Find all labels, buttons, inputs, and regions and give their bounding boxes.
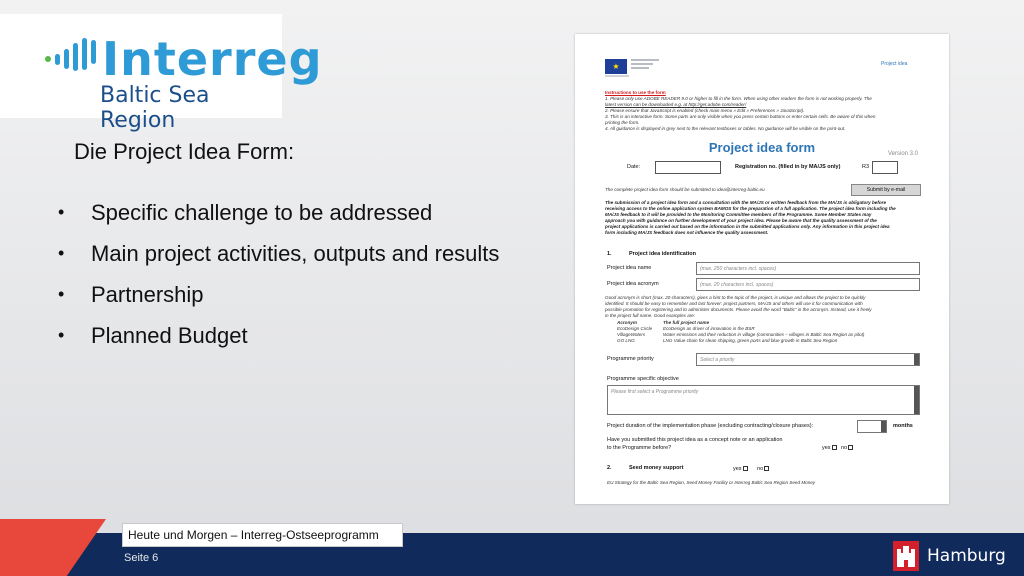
bullet-item <box>58 322 499 349</box>
example-name: Water emissions and their reduction in village (communities – villages in Baltic Sea Region as pilot) <box>663 332 865 337</box>
no-label: no <box>757 466 764 472</box>
form-title: Project idea form <box>708 140 816 155</box>
intro-line: approach you with guidance on further development of your project idea. Please be aware that the quality assessment of the <box>605 218 877 223</box>
instruction-line: 2. Please ensure that JavaScript is enabled (check main menu » Edit » Preferences » JavaScript). <box>605 108 805 113</box>
intro-line: receiving access to the online application system BAMOS for the preparation of a full application. The project idea form including the <box>605 206 896 211</box>
bullet-dot-icon: • <box>58 325 65 345</box>
concept-yes-no <box>822 445 853 451</box>
seed-yes-no <box>733 466 769 472</box>
objective-label: Programme specific objective <box>607 376 679 382</box>
section2-title: Seed money support <box>629 465 684 471</box>
section1-number: 1. <box>607 251 612 257</box>
acronym-examples-table <box>617 320 917 344</box>
guidance-line: in the project full name. Good examples are: <box>605 313 696 318</box>
footer-title: Heute und Morgen – Interreg-Ostseeprogramm <box>122 523 403 547</box>
bullet-text: Planned Budget <box>91 323 248 348</box>
example-acronym: GO LNG <box>617 338 635 343</box>
instruction-line: 3. This is an interactive form. Some parts are only visible when you press certain buttons or enter certain cells. Be aware of this when <box>605 114 876 119</box>
logo-subtitle: Baltic Sea Region <box>100 83 210 133</box>
table-row <box>617 338 917 344</box>
example-name: EcoDesign as driver of innovation in the BSR <box>663 326 755 331</box>
project-idea-form-image <box>575 34 949 504</box>
bullet-item <box>58 240 499 267</box>
submit-note: The complete project idea form should be submitted to idea@interreg-baltic.eu <box>605 187 765 192</box>
instructions-title: Instructions to use the form <box>605 90 666 95</box>
intro-block <box>605 200 925 236</box>
submit-by-email-button: Submit by e-mail <box>851 184 921 196</box>
page-number: Seite 6 <box>124 552 159 564</box>
priority-label: Programme priority <box>607 356 654 362</box>
project-name-label: Project idea name <box>607 265 652 271</box>
date-field <box>655 161 721 174</box>
bullet-text: Specific challenge to be addressed <box>91 200 433 225</box>
bullet-item <box>58 199 499 226</box>
duration-label: Project duration of the implementation phase (excluding contracting/closure phases): <box>607 423 814 429</box>
eu-caption-lines <box>631 59 659 71</box>
registration-label: Registration no. (filled in by MA/JS only) <box>735 164 841 170</box>
duration-select <box>857 420 887 433</box>
logo-wordmark: Interreg <box>102 32 323 86</box>
yes-label: yes <box>822 445 831 451</box>
bullet-item <box>58 281 499 308</box>
eu-flag-icon: ★ <box>605 59 627 74</box>
eu-caption-line <box>605 75 629 77</box>
priority-select: Select a priority <box>696 353 920 366</box>
section2-number: 2. <box>607 465 612 471</box>
intro-line: MA/JS feedback to it will be provided to the Monitoring Committee members of the Programme. Some Member States may <box>605 212 872 217</box>
duration-unit: months <box>893 423 913 429</box>
concept-question-line2: to the Programme before? <box>607 445 672 451</box>
bullet-dot-icon: • <box>58 284 65 304</box>
acronym-label: Project idea acronym <box>607 281 659 287</box>
bullet-text: Main project activities, outputs and results <box>91 241 500 266</box>
bullet-text: Partnership <box>91 282 204 307</box>
acronym-guidance <box>605 295 925 319</box>
interreg-logo <box>0 14 323 133</box>
guidance-line: identified. It should be easy to remember and last forever: project partners, MA/JS and others will use it for communication with <box>605 301 863 306</box>
castle-crest-icon <box>893 541 919 571</box>
instruction-line: printing the form. <box>605 120 640 125</box>
form-header-right: Project idea <box>881 61 908 67</box>
no-label: no <box>841 445 848 451</box>
instruction-line: latest version can be downloaded e.g. at http://get.adobe.com/reader/ <box>605 102 747 107</box>
example-acronym: EcoDesign Circle <box>617 326 653 331</box>
instructions-block <box>605 96 925 132</box>
yes-checkbox <box>743 466 748 471</box>
form-version: Version 3.0 <box>888 151 919 157</box>
bullet-dot-icon: • <box>58 243 65 263</box>
bullet-dot-icon: • <box>58 202 65 222</box>
examples-header-name: The full project name <box>663 320 710 325</box>
signal-bars-icon <box>44 28 100 84</box>
date-label: Date: <box>627 164 641 170</box>
no-checkbox <box>764 466 769 471</box>
bullet-list <box>58 199 499 363</box>
yes-label: yes <box>733 466 742 472</box>
instruction-line: 4. All guidance is displayed in grey next to the relevant textboxes or tables. No guidance will be visible on the print-out. <box>605 126 846 131</box>
examples-header-acronym: Acronym <box>617 320 637 325</box>
intro-line: form including MA/JS feedback does not influence the quality assessment. <box>605 230 769 235</box>
section1-title: Project idea identification <box>629 251 696 257</box>
concept-question-line1: Have you submitted this project idea as a concept note or an application <box>607 437 783 443</box>
acronym-field: (max. 20 characters incl. spaces) <box>696 278 920 291</box>
intro-line: project applications is carried out based on the information in the submitted applications only. Any information in this project idea <box>605 224 890 229</box>
guidance-line: Good acronym is short (max. 20 characters), gives a hint to the topic of the project, is unique and allows the project to be quickly <box>605 295 866 300</box>
hamburg-wordmark: Hamburg <box>927 546 1006 566</box>
seed-money-line: EU Strategy for the Baltic Sea Region, Seed Money Facility or Interreg Baltic Sea Region Seed Money <box>607 480 816 485</box>
example-acronym: VillageWaters <box>617 332 646 337</box>
project-name-field: (max. 250 characters incl. spaces) <box>696 262 920 275</box>
example-name: LNG Value chain for clean shipping, green ports and blue growth in Baltic Sea Region <box>663 338 838 343</box>
objective-select: Please first select a Programme priority <box>607 385 920 415</box>
slide-heading: Die Project Idea Form: <box>74 139 295 164</box>
intro-line: The submission of a project idea form and a consultation with the MA/JS or written feedback from the MA/JS is obligatory before <box>605 200 887 205</box>
yes-checkbox <box>832 445 837 450</box>
instruction-line: 1. Please only use ADOBE READER 9.0 or higher to fill in the form. When using other readers the form is not working properly. The <box>605 96 872 101</box>
registration-prefix: R3 <box>862 164 870 170</box>
no-checkbox <box>848 445 853 450</box>
hamburg-logo <box>893 541 1006 571</box>
guidance-line: possible promotion for registering and to administer documents. Please avoid the word “Baltic” in the acronym. Instead, use it freely <box>605 307 872 312</box>
registration-field <box>872 161 898 174</box>
